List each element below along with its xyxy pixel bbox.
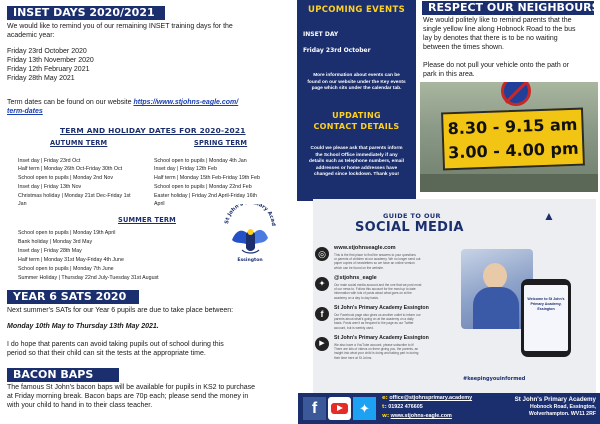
neighbours-para: between the times shown. bbox=[423, 44, 504, 51]
spring-item: Half term | Monday 15th Feb-Friday 19th Feb bbox=[154, 175, 260, 181]
inset-heading: INSET DAYS 2020/2021 bbox=[7, 6, 165, 20]
neighbours-para: We would politely like to remind parents that the bbox=[423, 17, 572, 24]
inset-date: Friday 23rd October 2020 bbox=[7, 48, 87, 55]
sign-time-1: 8.30 - 9.15 am bbox=[447, 114, 578, 139]
footer-tel: 01922 476605 bbox=[388, 404, 423, 410]
spring-item: School open to pupils | Monday 22nd Feb bbox=[154, 184, 252, 190]
footer-address: St John's Primary Academy Hobnock Road, Essington, Wolverhampton. WV11 2RF bbox=[514, 396, 596, 418]
website-desc: This is the first place to find the answers to your questions or parents of children at our academy. We no longer send out paper copies of newsletters so we have an online version which can be found on the website. bbox=[334, 253, 421, 270]
social-media-guide bbox=[313, 199, 596, 393]
bacon-para: The famous St John's bacon baps will be available for pupils in KS2 to purchase bbox=[7, 384, 256, 391]
event-title: INSET DAY bbox=[303, 31, 339, 38]
bacon-heading: BACON BAPS bbox=[7, 368, 119, 382]
upcoming-heading: UPCOMING EVENTS bbox=[308, 5, 405, 15]
summer-heading: SUMMER TERM bbox=[118, 216, 176, 224]
neighbours-para: Please do not pull your vehicle onto the path or bbox=[423, 62, 569, 69]
summer-item: Summer Holiday | Thursday 22nd July-Tuesday 31st August bbox=[18, 275, 159, 281]
inset-date: Friday 12th February 2021 bbox=[7, 66, 90, 73]
sats-para: I do hope that parents can avoid taking pupils out of school during this bbox=[7, 341, 224, 348]
globe-icon: ◎ bbox=[315, 247, 329, 261]
bacon-para: at Friday morning break. Bacon baps are 70p each; please send the money in bbox=[7, 393, 249, 400]
footer-contacts: e: office@stjohnsprimary.academy t: 01922 476605 w: www.stjohns-eagle.com bbox=[382, 395, 473, 419]
logo-text-top: St John's ary Acad bbox=[224, 204, 277, 227]
twitter-icon: ✦ bbox=[315, 277, 329, 291]
summer-item: School open to pupils | Monday 19th April bbox=[18, 230, 116, 236]
summer-item: Half term | Monday 31st May-Friday 4th June bbox=[18, 257, 124, 263]
eagle-wing-right bbox=[253, 230, 268, 244]
twitter-desc: Our main social media account and the one that we post most of our news to. Follow this account for the most up to date information with lots of posts about what goes on at the academy on a day to day basis. bbox=[334, 283, 422, 300]
spring-item: School open to pupils | Monday 4th Jan bbox=[154, 158, 247, 164]
youtube-icon: ▶ bbox=[315, 337, 329, 351]
facebook-label[interactable]: St John's Primary Academy Essington bbox=[334, 305, 429, 311]
no-waiting-icon bbox=[501, 82, 531, 106]
autumn-item: Inset day | Friday 13th Nov bbox=[18, 184, 82, 190]
autumn-heading: AUTUMN TERM bbox=[50, 139, 108, 147]
summer-item: Bank holiday | Monday 3rd May bbox=[18, 239, 93, 245]
autumn-item: Inset day | Friday 23rd Oct bbox=[18, 158, 81, 164]
footer-bar bbox=[298, 393, 600, 424]
term-dates-website-2 bbox=[7, 108, 43, 117]
website-label[interactable]: www.stjohnseagle.com bbox=[334, 245, 396, 251]
term-dates-link[interactable]: https://www.stjohns-eagle.com/ bbox=[133, 99, 239, 106]
bacon-para: with your child to hand in to their class teacher. bbox=[7, 402, 153, 409]
sats-para: period so that their child can sit the tests at the appropriate time. bbox=[7, 350, 206, 357]
sats-line: Next summer's SATs for our Year 6 pupils are due to take place between: bbox=[7, 307, 234, 314]
twitter-label[interactable]: @stjohns_eagle bbox=[334, 275, 377, 281]
footer-web[interactable]: www.stjohns-eagle.com bbox=[390, 413, 452, 419]
school-logo bbox=[222, 204, 278, 266]
neighbours-para: single yellow line along Hobnock Road to the bus bbox=[423, 26, 576, 33]
sign-time-2: 3.00 - 4.00 pm bbox=[447, 138, 579, 163]
youtube-label[interactable]: St John's Primary Academy Essington bbox=[334, 335, 429, 341]
parking-sign-photo bbox=[420, 82, 598, 192]
autumn-item: Christmas holiday | Monday 21st Dec-Friday 1st bbox=[18, 193, 131, 199]
term-dates-link-2[interactable]: term-dates bbox=[7, 108, 43, 115]
eagle-wing-left bbox=[232, 231, 248, 244]
social-title-small: GUIDE TO OUR bbox=[383, 212, 441, 220]
summer-item: School open to pupils | Monday 7th June bbox=[18, 266, 114, 272]
term-dates-website: Term dates can be found on our website https://www.stjohns-eagle.com/ bbox=[7, 99, 239, 106]
social-title-big: SOCIAL MEDIA bbox=[355, 220, 464, 235]
hashtag: #keepingyouinformed bbox=[463, 376, 526, 382]
inset-date: Friday 28th May 2021 bbox=[7, 75, 75, 82]
neighbours-heading: RESPECT OUR NEIGHBOURS bbox=[422, 1, 594, 15]
autumn-item: School open to pupils | Monday 2nd Nov bbox=[18, 175, 114, 181]
spring-item: April bbox=[154, 201, 165, 207]
youtube-desc: We also have a YouTube account, please subscribe to it! There are lots of videos on there giving you, the parents, an insight into what your child is doing and taking part in during their time here at St Johns. bbox=[334, 343, 419, 360]
phone-mockup bbox=[521, 279, 571, 357]
guide-eagle-icon: ▲ bbox=[543, 209, 555, 223]
sats-dates: Monday 10th May to Thursday 13th May 2021. bbox=[7, 323, 159, 330]
footer-email[interactable]: office@stjohnsprimary.academy bbox=[389, 395, 473, 401]
autumn-item: Jan bbox=[18, 201, 27, 207]
event-info: More information about events can be found on our website under the Key events page which sits under the calendar tab. bbox=[307, 73, 406, 92]
autumn-item: Half term | Monday 26th Oct-Friday 30th Oct bbox=[18, 166, 123, 172]
twitter-footer-icon[interactable]: ✦ bbox=[353, 397, 376, 420]
inset-intro-1: We would like to remind you of our remaining INSET training days for the bbox=[7, 23, 233, 30]
inset-date: Friday 13th November 2020 bbox=[7, 57, 94, 64]
events-panel bbox=[297, 0, 416, 201]
inset-intro-2: academic year: bbox=[7, 32, 55, 39]
contact-heading: UPDATING CONTACT DETAILS bbox=[313, 111, 400, 131]
contact-para: Could we please ask that parents inform the School Office immediately if any details such as telephone numbers, email addresses or home addresses have changed since lockdown. Thank you! bbox=[309, 146, 404, 178]
neighbours-para: park in this area. bbox=[423, 71, 475, 78]
sign-board bbox=[441, 108, 585, 171]
sats-heading: YEAR 6 SATS 2020 bbox=[7, 290, 139, 304]
spring-heading: SPRING TERM bbox=[194, 139, 248, 147]
facebook-footer-icon[interactable]: f bbox=[303, 397, 326, 420]
spring-item: Easter holiday | Friday 2nd April-Friday 16th bbox=[154, 193, 257, 199]
spring-item: Inset day | Friday 12th Feb bbox=[154, 166, 217, 172]
neighbours-para: lay by denotes that there is to be no waiting bbox=[423, 35, 558, 42]
term-dates-heading: TERM AND HOLIDAY DATES FOR 2020-2021 bbox=[60, 126, 246, 135]
phone-screen-text: Welcome to St John's Primary Academy, Essington bbox=[527, 297, 565, 311]
youtube-footer-icon[interactable] bbox=[328, 397, 351, 420]
summer-item: Inset day | Friday 28th May bbox=[18, 248, 82, 254]
facebook-desc: Our Facebook page also gives us another outlet to inform our parents about what's going on at the academy on a daily basis. Posts aren't as frequent to the page as our Twitter account, but is weekly used. bbox=[334, 313, 421, 330]
logo-text-bottom: Essington bbox=[237, 258, 263, 263]
svg-text:St John's Primary Academy bbox=[222, 204, 276, 226]
facebook-icon: f bbox=[315, 307, 329, 321]
event-date: Friday 23rd October bbox=[303, 47, 371, 54]
